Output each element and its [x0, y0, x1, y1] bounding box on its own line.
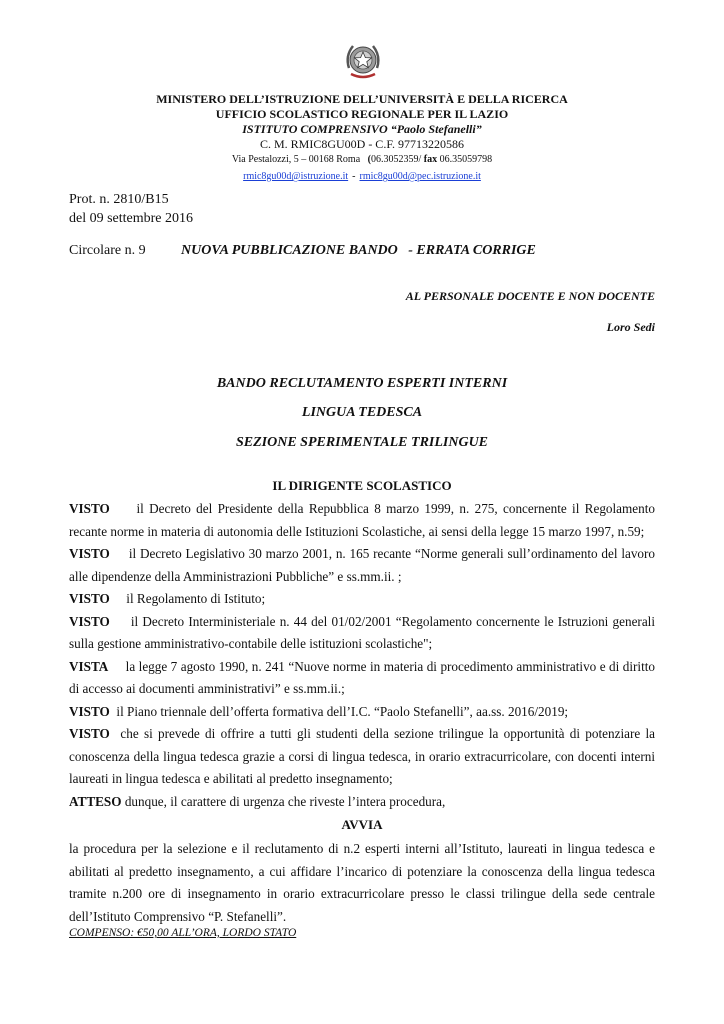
consideration-text: dunque, il carattere di urgenza che riveste l’intera procedura, [124, 793, 446, 809]
consideration-item [69, 543, 655, 588]
avvia-title: AVVIA [341, 817, 383, 832]
protocol-number: Prot. n. 2810/B15 [69, 192, 169, 207]
considerations-list [69, 498, 655, 813]
phone-icon: ( [367, 154, 371, 165]
consideration-keyword: VISTO [69, 726, 110, 741]
consideration-keyword: VISTA [69, 658, 109, 674]
circolare-title: NUOVA PUBBLICAZIONE BANDO - ERRATA CORRIGE [181, 243, 536, 258]
consideration-keyword: VISTO [69, 591, 110, 606]
consideration-text: il Piano triennale dell’offerta formativa dell’I.C. “Paolo Stefanelli”, aa.ss. 2016/2019; [116, 703, 569, 719]
recipients-line: AL PERSONALE DOCENTE E NON DOCENTE [405, 289, 655, 303]
consideration-item [69, 656, 655, 701]
consideration-item [69, 791, 655, 814]
email-link-pec[interactable]: rmic8gu00d@pec.istruzione.it [359, 171, 481, 182]
fax-label: fax [423, 154, 438, 165]
school-address: Via Pestalozzi, 5 – 00168 Roma [231, 154, 361, 165]
consideration-keyword: ATTESO [69, 793, 122, 809]
consideration-text: il Decreto Interministeriale n. 44 del 01/02/2001 “Regolamento concernente le Istruzioni generali sulla gestione amministrativo-contabile delle istituzioni scolastiche"; [69, 613, 656, 651]
bando-section: SEZIONE SPERIMENTALE TRILINGUE [235, 435, 489, 450]
consideration-item [69, 588, 655, 611]
dirigente-title: IL DIRIGENTE SCOLASTICO [272, 478, 452, 493]
consideration-item [69, 723, 655, 791]
school-name: ISTITUTO COMPRENSIVO “Paolo Stefanelli” [242, 122, 482, 136]
consideration-text: il Regolamento di Istituto; [126, 591, 266, 606]
regional-office: UFFICIO SCOLASTICO REGIONALE PER IL LAZIO [215, 107, 509, 121]
consideration-keyword: VISTO [69, 501, 110, 516]
consideration-keyword: VISTO [69, 703, 110, 719]
protocol-date: del 09 settembre 2016 [69, 211, 194, 226]
protocol-block [69, 190, 193, 228]
compenso-line: COMPENSO: €50,00 ALL’ORA, LORDO STATO [69, 927, 297, 939]
consideration-keyword: VISTO [69, 546, 110, 561]
bando-title: BANDO RECLUTAMENTO ESPERTI INTERNI [216, 376, 508, 391]
ministry-name: MINISTERO DELL’ISTRUZIONE DELL’UNIVERSITÀ E DELLA RICERCA [156, 92, 568, 106]
email-line [0, 167, 724, 184]
school-contacts [0, 152, 724, 167]
consideration-text: la legge 7 agosto 1990, n. 241 “Nuove norme in materia di procedimento amministrativo e di diritto di accesso ai documenti amministrativi” e ss.mm.ii.; [69, 658, 655, 696]
recipients-sedi: Loro Sedi [606, 320, 655, 334]
avvia-text: la procedura per la selezione e il reclutamento di n.2 esperti interni all’Istituto, laureati in lingua tedesca e abilitati al predetto insegnamento, a cui affidare l’incarico di potenziare la conoscenza della lingua tedesca tramite n.200 ore di insegnamento in orario extracurricolare presso le classi trilingue della sede centrale dell’Istituto Comprensivo “P. Stefanelli”. [69, 841, 655, 924]
consideration-text: il Decreto del Presidente della Repubblica 8 marzo 1999, n. 275, concernente il Regolamento recante norme in materia di autonomia delle Istituzioni Scolastiche, ai sensi della legge 15 marzo 1997, n.59; [69, 501, 656, 539]
bando-language: LINGUA TEDESCA [301, 405, 423, 420]
consideration-text: che si prevede di offrire a tutti gli studenti della sezione trilingue la opportunità di potenziare la conoscenza della lingua tedesca grazie a corsi di lingua tedesca, in orario extracurricolare, con docenti interni laureati in lingua tedesca e abilitati al predetto insegnamento; [69, 726, 655, 786]
consideration-item [69, 611, 655, 656]
email-link-primary[interactable]: rmic8gu00d@istruzione.it [243, 171, 349, 182]
ministry-header [0, 92, 724, 184]
consideration-item [69, 498, 655, 543]
phone-number: 06.3052359/ [371, 154, 422, 165]
school-codes: C. M. RMIC8GU00D - C.F. 97713220586 [259, 137, 465, 151]
circolare-number: Circolare n. 9 [69, 243, 146, 258]
consideration-keyword: VISTO [69, 613, 110, 629]
consideration-item [69, 701, 655, 724]
email-separator: - [352, 171, 356, 182]
circolare-line [69, 243, 536, 259]
fax-number: 06.35059798 [439, 154, 493, 165]
consideration-text: il Decreto Legislativo 30 marzo 2001, n. 165 recante “Norme generali sull’ordinamento del lavoro alle dipendenze della Amministrazioni Pubbliche” e ss.mm.ii. ; [69, 546, 656, 584]
italian-republic-emblem-icon [343, 38, 383, 84]
